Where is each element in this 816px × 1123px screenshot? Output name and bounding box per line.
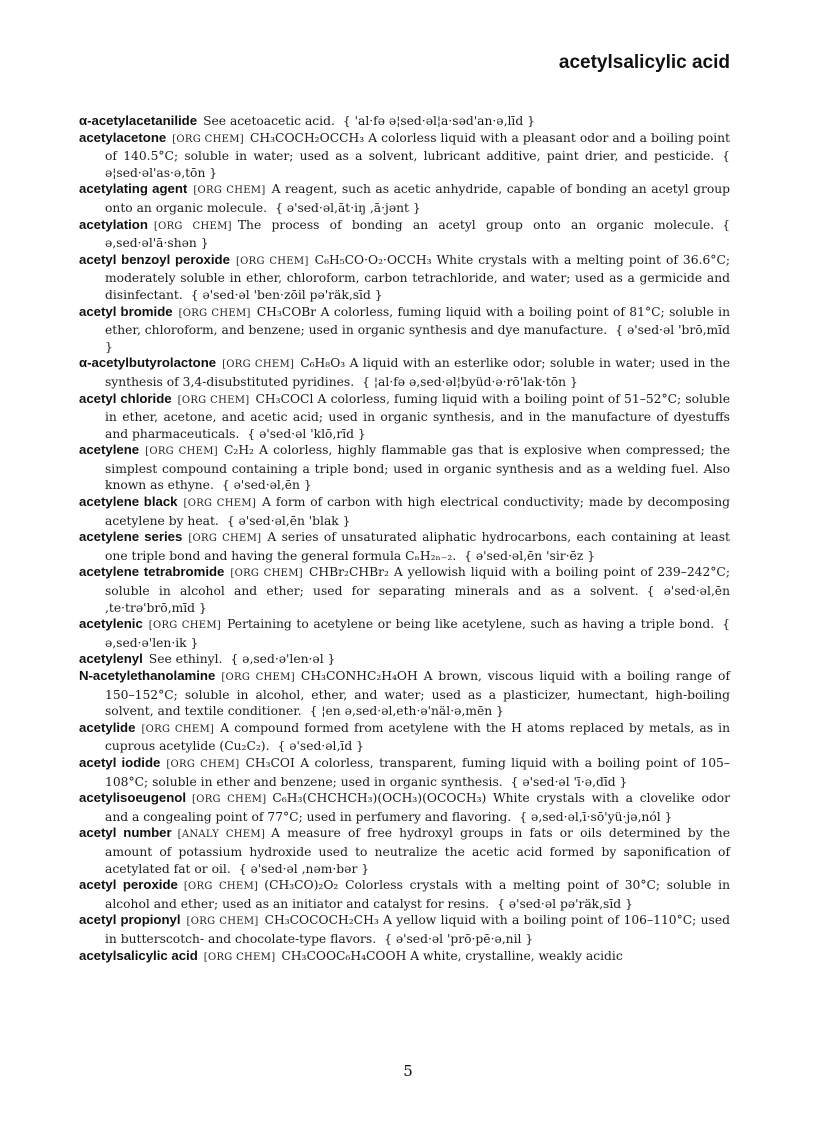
entry-field-label: [ORG CHEM] — [183, 498, 257, 510]
entry-definition: See ethinyl. — [148, 652, 223, 667]
entry — [79, 391, 730, 443]
entry — [79, 304, 730, 356]
entry-definition: C₆H₃(CHCHCH₃)(OCH₃)(OCOCH₃) White crystals with a clovelike odor and a congealing point of 77°C; used in perfumery and flavoring. — [105, 791, 730, 824]
entry — [79, 217, 730, 252]
entry — [79, 130, 730, 182]
entry — [79, 668, 730, 720]
entry-definition: C₆H₅CO·O₂·OCCH₃ White crystals with a melting point of 36.6°C; moderately soluble in ether, chloroform, carbon tetrachloride, and water; used as a germicide and disinfectant. — [105, 252, 731, 302]
entry — [79, 113, 730, 130]
entry-list — [79, 113, 730, 966]
entry-term: acetylene series — [79, 529, 183, 545]
entry-field-label: [ORG CHEM] — [192, 794, 267, 806]
entry — [79, 912, 730, 947]
entry-pronunciation: { ə‚sed·ə'len·əl } — [230, 652, 336, 667]
entry-term: acetyl peroxide — [79, 877, 178, 893]
entry-term: acetyl benzoyl peroxide — [79, 251, 230, 267]
entry-definition: (CH₃CO)₂O₂ Colorless crystals with a melting point of 30°C; soluble in alcohol and ether; used as an initiator and catalyst for resins. — [105, 878, 730, 911]
entry-pronunciation: { ə'sed·əl‚āt·iŋ ‚ā·jənt } — [275, 200, 421, 215]
entry-pronunciation: { ¦al·fə ə‚sed·əl¦byüd·ə·rō'lak·tōn } — [362, 374, 578, 389]
entry — [79, 877, 730, 912]
entry-field-label: [ORG CHEM] — [172, 133, 244, 145]
entry-definition: Pertaining to acetylene or being like acetylene, such as having a triple bond. — [227, 617, 715, 632]
entry-definition: CHBr₂CHBr₂ A yellowish liquid with a boiling point of 239–242°C; soluble in alcohol and ether; used for separating minerals and as a solvent. — [105, 565, 730, 599]
entry-pronunciation: { ə‚sed·ə'len·ik } — [105, 617, 731, 650]
entry-field-label: [ORG CHEM] — [166, 758, 240, 770]
entry-definition: CH₃COCOCH₂CH₃ A yellow liquid with a boiling point of 106–110°C; used in butterscotch- and chocolate-type flavors. — [105, 913, 731, 946]
entry-pronunciation: { 'al·fə ə¦sed·əl¦a·səd'an·ə‚līd } — [342, 114, 535, 128]
page-number: 5 — [403, 1062, 413, 1080]
entry-term: acetylating agent — [79, 181, 188, 197]
entry-pronunciation: { ə'sed·əl 'klō‚rīd } — [247, 426, 366, 441]
entry — [79, 442, 730, 494]
entry-pronunciation: { ə‚sed·əl'ā·shən } — [105, 217, 731, 251]
entry-definition: C₂H₂ A colorless, highly flammable gas that is explosive when compressed; the simplest compound containing a triple bond; used in organic synthesis and as a welding fuel. Also known as ethyne. — [105, 443, 731, 493]
entry — [79, 355, 730, 390]
entry-definition: A reagent, such as acetic anhydride, capable of bonding an acetyl group onto an organic molecule. — [105, 182, 731, 215]
entry-definition: A measure of free hydroxyl groups in fats or oils determined by the amount of potassium hydroxide used to neutralize the acetic acid formed by saponification of acetylated fat or oil. — [105, 826, 730, 876]
entry-term: acetyl iodide — [79, 754, 161, 770]
entry-field-label: [ORG CHEM] — [235, 255, 309, 267]
entry-definition: CH₃COI A colorless, transparent, fuming liquid with a boiling point of 105–108°C; soluble in ether and benzene; used in organic synthesis. — [105, 755, 731, 789]
entry-term: α-acetylbutyrolactone — [79, 355, 217, 371]
entry — [79, 494, 730, 529]
entry-definition: See acetoacetic acid. — [203, 114, 335, 128]
entry-definition: A series of unsaturated aliphatic hydrocarbons, each containing at least one triple bond and having the general formula CₙH₂ₙ₋₂. — [105, 530, 730, 563]
entry — [79, 825, 730, 877]
entry-definition: C₆H₈O₃ A liquid with an esterlike odor; soluble in water; used in the synthesis of 3,4-disubstituted pyridines. — [105, 356, 731, 389]
entry-field-label: [ORG CHEM] — [145, 446, 218, 458]
entry-pronunciation: { ə¦sed·əl'as·ə‚tōn } — [105, 149, 730, 180]
entry-pronunciation: { ə'sed·əl‚ēn ‚te·trə'brō‚mīd } — [105, 584, 730, 615]
entry-term: acetyl number — [79, 825, 172, 841]
entry-pronunciation: { ə'sed·əl‚ēn 'sir·ēz } — [464, 548, 596, 563]
entry-definition: CH₃CONHC₂H₄OH A brown, viscous liquid with a boiling range of 150–152°C; soluble in alcohol, ether, and water; used as a plasticizer, humectant, high-boiling solvent, and textile conditioner. — [105, 669, 731, 719]
running-header: acetylsalicylic acid — [558, 52, 730, 73]
entry — [79, 948, 730, 967]
entry-field-label: [ORG CHEM] — [230, 568, 303, 580]
entry-term: acetylation — [79, 216, 148, 232]
entry-field-label: [ANALY CHEM] — [177, 829, 266, 841]
entry — [79, 616, 730, 651]
entry-pronunciation: { ə'sed·əl pə'räk‚sīd } — [497, 896, 633, 911]
entry-field-label: [ORG CHEM] — [186, 916, 259, 928]
entry-pronunciation: { ə'sed·əl‚ēn } — [221, 478, 312, 493]
entry-term: acetylenyl — [79, 651, 143, 667]
entry-field-label: [ORG CHEM] — [203, 951, 276, 963]
entry-field-label: [ORG CHEM] — [221, 672, 295, 683]
entry-definition: CH₃COCH₂OCCH₃ A colorless liquid with a pleasant odor and a boiling point of 140.5°C; soluble in water; used as a solvent, lubricant additive, paint drier, and pesticide. — [105, 130, 731, 164]
entry-term: acetyl propionyl — [79, 912, 181, 928]
entry-field-label: [ORG CHEM] — [141, 723, 215, 735]
entry-pronunciation: { ə'sed·əl 'prō·pē·ə‚nil } — [384, 931, 534, 946]
entry-field-label: [ORG CHEM] — [178, 307, 251, 319]
entry-term: acetylene tetrabromide — [79, 564, 225, 580]
entry-term: acetylsalicylic acid — [79, 947, 198, 963]
entry-definition: The process of bonding an acetyl group onto an organic molecule. — [237, 217, 715, 232]
entry — [79, 252, 730, 304]
entry — [79, 651, 730, 668]
entry — [79, 181, 730, 216]
entry-definition: CH₃COOC₆H₄COOH A white, crystalline, weakly acidic — [281, 948, 623, 963]
entry-field-label: [ORG CHEM] — [193, 185, 266, 197]
entry-field-label: [ORG CHEM] — [183, 881, 259, 893]
entry-field-label: [ORG CHEM] — [148, 620, 222, 632]
entry-field-label: [ORG CHEM] — [153, 220, 232, 232]
entry-term: acetylacetone — [79, 129, 167, 145]
entry-term: acetyl chloride — [79, 390, 172, 406]
entry-pronunciation: { ə'sed·əl‚ēn 'blak } — [226, 513, 351, 528]
entry-pronunciation: { ə'sed·əl ‚nəm·bər } — [238, 861, 370, 876]
entry — [79, 755, 730, 790]
entry — [79, 790, 730, 825]
entry — [79, 564, 730, 616]
entry-term: acetylenic — [79, 616, 143, 632]
entry-definition: A compound formed from acetylene with the H atoms replaced by metals, as in cuprous acetylide (Cu₂C₂). — [105, 720, 730, 754]
entry-pronunciation: { ə'sed·əl 'ī·ə‚dīd } — [510, 774, 628, 789]
entry-field-label: [ORG CHEM] — [177, 394, 250, 406]
entry-term: acetylide — [79, 719, 136, 735]
entry — [79, 529, 730, 564]
entry-field-label: [ORG CHEM] — [222, 359, 295, 371]
entry — [79, 720, 730, 755]
entry-pronunciation: { ə'sed·əl‚īd } — [277, 739, 364, 754]
entry-pronunciation: { ə‚sed·əl‚ī·sō'yü·jə‚nól } — [519, 809, 673, 824]
entry-term: acetyl bromide — [79, 303, 173, 319]
entry-definition: CH₃COBr A colorless, fuming liquid with a boiling point of 81°C; soluble in ether, chloroform, and benzene; used in organic synthesis and dye manufacture. — [105, 304, 730, 338]
entry-pronunciation: { ¦en ə‚sed·əl‚eth·ə'näl·ə‚mēn } — [309, 704, 504, 719]
entry-definition: A form of carbon with high electrical conductivity; made by decomposing acetylene by heat. — [105, 495, 730, 528]
entry-term: N-acetylethanolamine — [79, 668, 216, 683]
entry-term: α-acetylacetanilide — [79, 113, 198, 128]
entry-definition: CH₃COCl A colorless, fuming liquid with a boiling point of 51–52°C; soluble in ether, acetone, and acetic acid; used in organic synthesis, and in the manufacture of dyestuffs and pharmaceuticals. — [105, 391, 731, 441]
entry-pronunciation: { ə'sed·əl 'ben·zōil pə'räk‚sīd } — [190, 287, 383, 302]
entry-term: acetylisoeugenol — [79, 790, 187, 806]
entry-term: acetylene black — [79, 494, 178, 510]
entry-field-label: [ORG CHEM] — [188, 533, 262, 545]
entry-pronunciation: { ə'sed·əl 'brō‚mīd } — [105, 323, 731, 354]
entry-term: acetylene — [79, 442, 140, 458]
